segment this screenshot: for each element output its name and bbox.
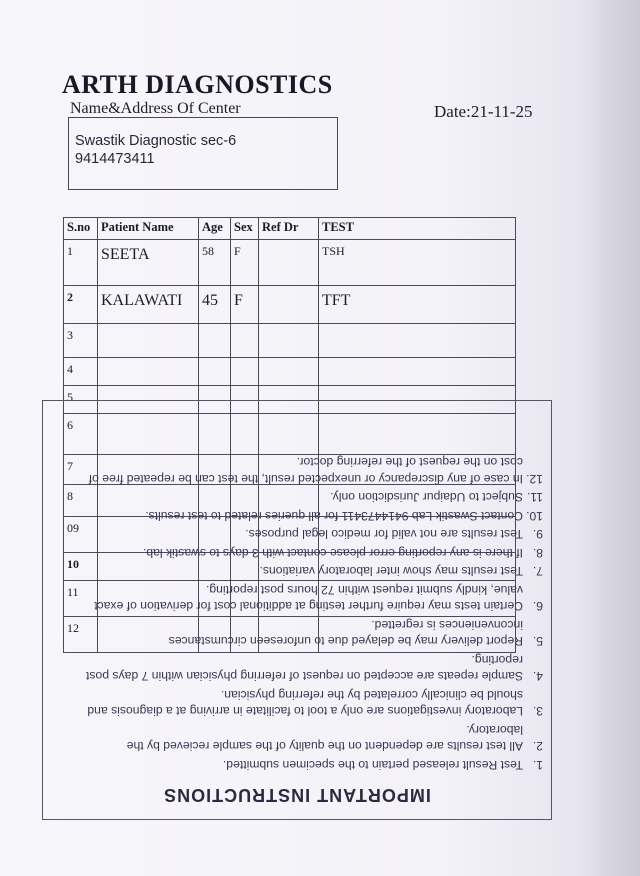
instruction-item [83,508,543,525]
page-edge-shadow [580,0,640,876]
instruction-text: If there is any reporting error please contact with 3 days to swastik lab. [142,546,523,560]
cell-test: TSH [319,240,516,286]
instruction-item [83,526,543,543]
instruction-number: 11. [526,490,543,505]
instructions-bleed-through [43,401,551,819]
cell-sex: F [231,240,259,286]
center-phone: 9414473411 [75,151,155,167]
cell-ref-dr [259,358,319,386]
cell-sno: 2 [64,286,98,324]
cell-age: 45 [199,286,231,324]
cell-age: 58 [199,240,231,286]
cell-sno: 1 [64,240,98,286]
col-header-sno: S.no [64,218,98,240]
instruction-item [83,722,543,755]
form-date: Date:21-11-25 [434,102,533,121]
instruction-number: 5. [532,634,543,649]
cell-age [199,358,231,386]
instructions-list [83,452,543,773]
instruction-item [83,545,543,562]
instruction-item [83,489,543,506]
cell-patient-name: KALAWATI [98,286,199,324]
instructions-box [42,400,552,820]
cell-sno: 10 [64,553,98,581]
instruction-item [83,582,543,615]
instruction-text: Laboratory investigations are only a tool to facilitate in arriving at a diagnosis and should be clinically correlated by the referring physician. [87,688,523,719]
cell-test [319,324,516,358]
instruction-number: 12. [526,472,543,486]
cell-patient-name: SEETA [98,240,199,286]
cell-sno: 7 [64,455,98,485]
cell-sno: 11 [64,581,98,617]
instruction-text: Test results are not valid for medico legal purposes. [245,527,523,542]
col-header-patient-name: Patient Name [98,218,199,240]
cell-sex: F [231,286,259,324]
col-header-test: TEST [319,218,516,240]
instruction-text: Contact Swastik Lab 9414473411 for all queries related to test results. [145,509,523,523]
instruction-item [83,687,543,720]
cell-test: TFT [319,286,516,324]
col-header-ref-dr: Ref Dr [259,218,319,240]
instruction-text: In case of any discrepancy or unexpected result, the test can be repeated free of cost on the request of the referring doctor. [88,455,523,486]
cell-sno: 3 [64,324,98,358]
instruction-text: Sample repeats are accepted on request of referring physician within 7 days post reporting. [86,653,523,684]
cell-sex [231,324,259,358]
instruction-item [83,563,543,580]
instruction-number: 4. [532,669,543,684]
table-row [64,286,516,324]
cell-sno: 4 [64,358,98,386]
instruction-number: 10. [526,509,543,523]
lab-brand-title: ARTH DIAGNOSTICS [62,70,333,99]
cell-age [199,324,231,358]
cell-sex [231,358,259,386]
table-row [64,358,516,386]
instruction-text: All test results are dependent on the quality of the sample recieved by the laboratory. [126,723,523,754]
cell-ref-dr [259,324,319,358]
instruction-number: 7. [532,564,543,579]
center-name: Swastik Diagnostic sec-6 [75,133,237,149]
instruction-text: Test Result released pertain to the specimen submitted. [222,758,523,772]
table-header-row [64,218,516,240]
instruction-text: Certain tests may require further testing at additional cost for derivation of exact value, kindly submit request within 72 hours post reporting. [94,583,523,614]
cell-sno: 5 [64,386,98,414]
cell-ref-dr [259,240,319,286]
col-header-sex: Sex [231,218,259,240]
instructions-title: IMPORTANT INSTRUCTIONS [163,785,431,805]
center-address-box [68,117,338,190]
instruction-text: Report delivery may be delayed due to unforeseen circumstances inconveniences is regretted. [168,618,523,649]
instruction-number: 1. [532,758,543,772]
table-row [64,324,516,358]
cell-sno: 09 [64,517,98,553]
cell-test [319,358,516,386]
instruction-text: Subject to Udaipur Jurisdiction only. [330,490,523,505]
cell-sno: 8 [64,485,98,517]
cell-patient-name [98,324,199,358]
instruction-text: Test results may show inter laboratory variations. [259,564,523,579]
table-row [64,240,516,286]
instruction-item [83,757,543,774]
instruction-item [83,652,543,685]
cell-patient-name [98,358,199,386]
instruction-number: 8. [532,546,543,560]
instruction-item [83,617,543,650]
instruction-number: 3. [532,704,543,719]
instruction-number: 2. [532,739,543,754]
instruction-number: 6. [532,599,543,614]
col-header-age: Age [199,218,231,240]
instruction-item [83,454,543,487]
instruction-number: 9. [532,527,543,542]
cell-sno: 12 [64,617,98,653]
center-label: Name&Address Of Center [70,100,241,117]
cell-ref-dr [259,286,319,324]
cell-sno: 6 [64,414,98,455]
